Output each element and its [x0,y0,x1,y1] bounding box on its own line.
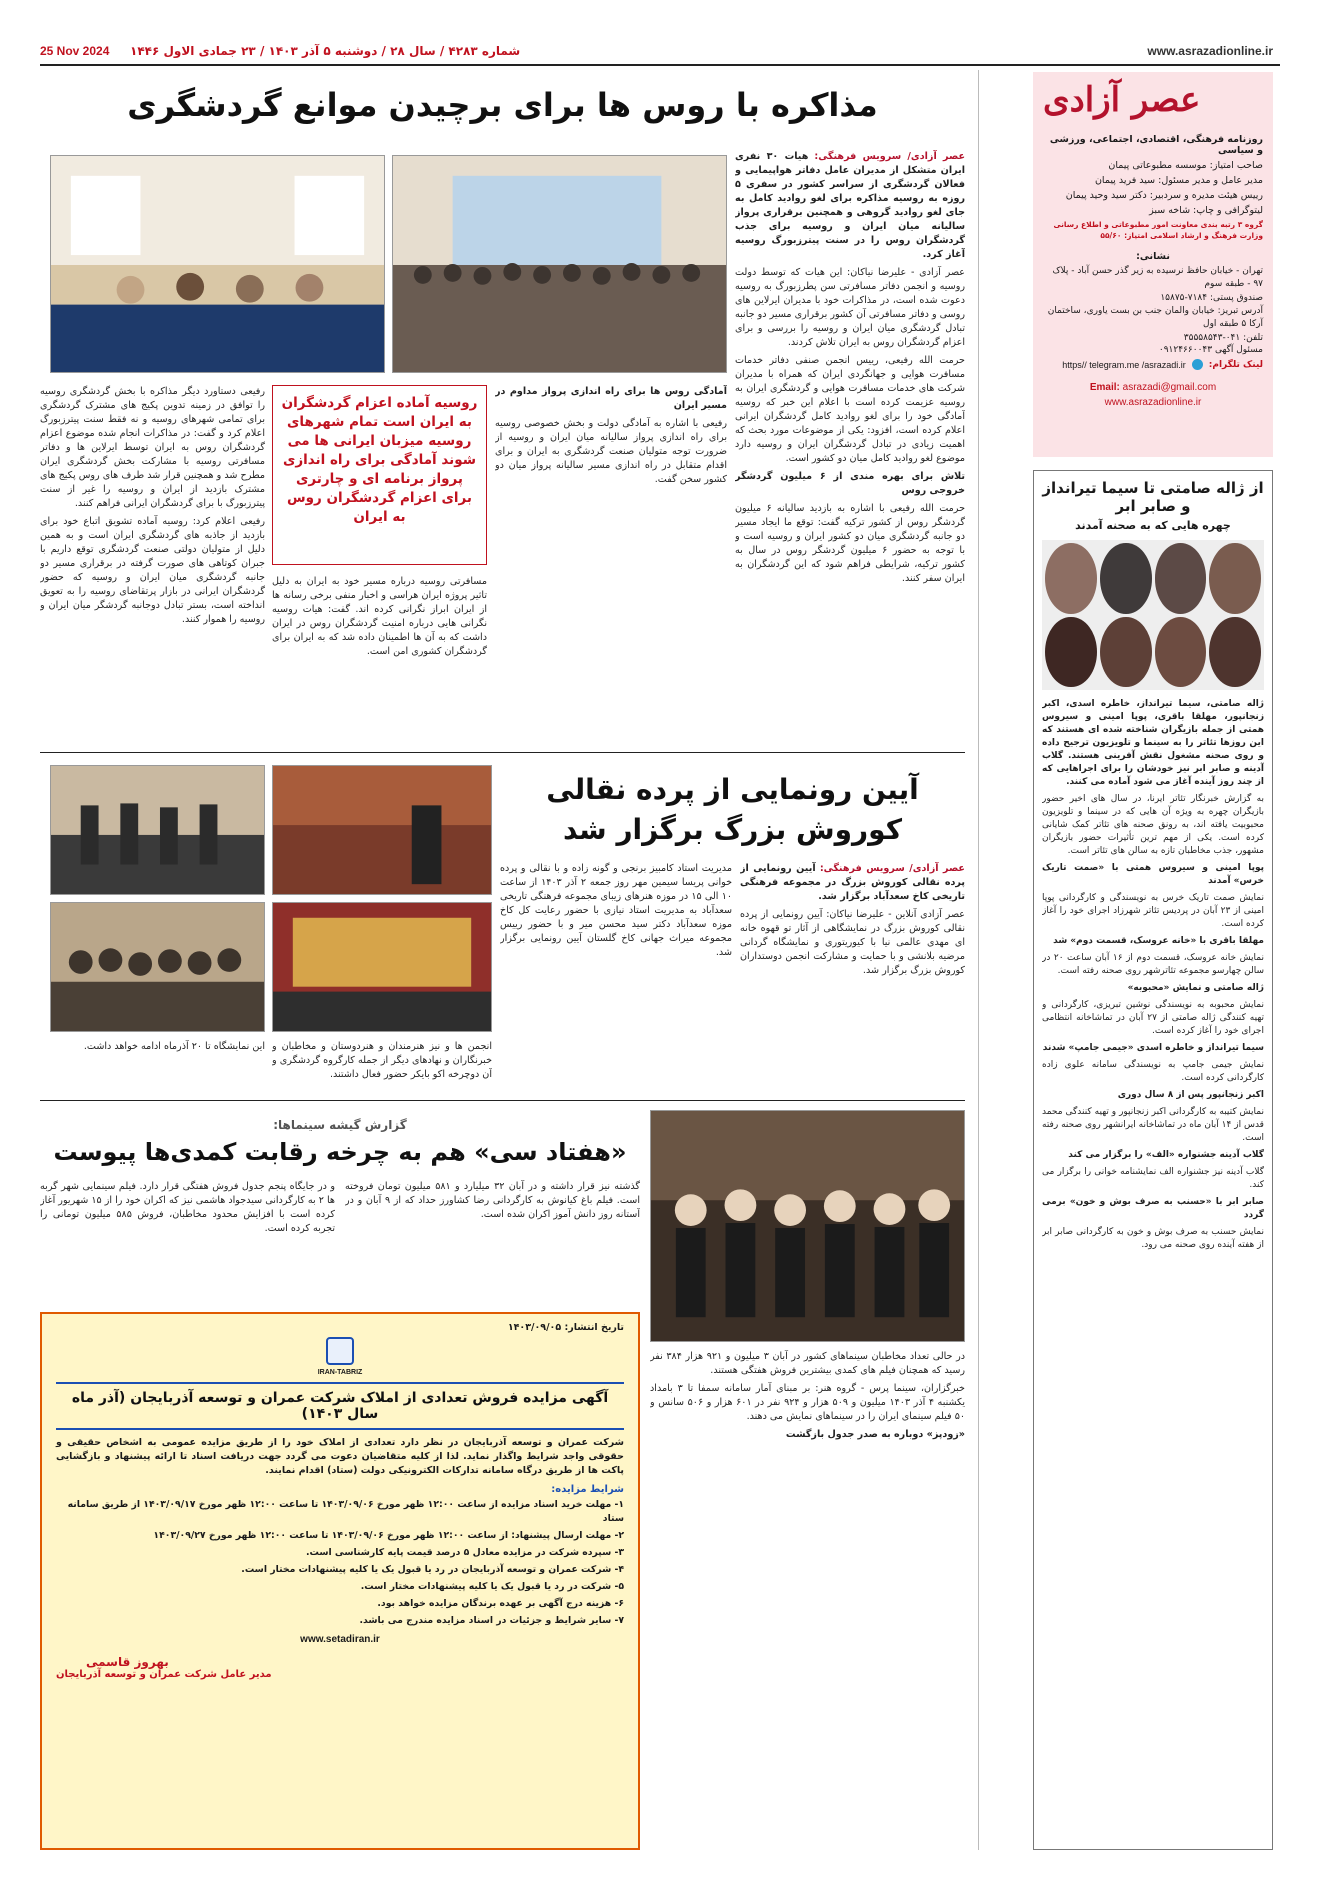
celebs-item-title: سیما تیرانداز و خاطره اسدی «جیمی جامپ» شدند [1042,1043,1264,1053]
celebs-item-text: نمایش جیمی جامپ به نویسندگی سامانه علوی زاده کارگردانی کرده است. [1042,1060,1264,1083]
celeb-photo [1100,543,1152,614]
celebs-item-title: مهلقا باقری با «خانه عروسک، قسمت دوم» شد [1053,936,1264,946]
masthead-logo: عصر آزادی [1043,80,1201,120]
main-photo-right [392,155,727,373]
main-column-2 [495,385,727,745]
masthead-address-tehran: تهران - خیابان حافظ نرسیده به زیر گذر حسن آباد - پلاک ۹۷ - طبقه سوم [1052,266,1263,289]
masthead-telegram-row [1043,359,1263,370]
header-rule [40,64,1280,66]
masthead-rank-note: گروه ۳ رتبه بندی معاونت امور مطبوعاتی و اطلاع رسانی وزارت فرهنگ و ارشاد اسلامی امتیاز: ۵۵/۶۰ [1053,220,1263,240]
celebs-subhead: چهره هایی که به صحنه آمدند [1075,519,1231,532]
naqqali-column-2 [500,862,732,1062]
column-divider [978,70,979,1850]
cinema-body-4: و در جایگاه پنجم جدول فروش هفتگی قرار دارد. فیلم سینمایی شهر گربه ها ۲ به کارگردانی سیدجواد هاشمی نیز که اکران خود را از ۱۵ شهریور آغاز کرده است با افزایش محدود مخاطبان، فروش ۵۸۵ میلیون تومانی را تجربه کرده است. [40,1181,335,1234]
naqqali-photo-2 [272,765,492,895]
celebs-item-title: ژاله صامتی و نمایش «محبوبه» [1127,983,1264,993]
ad-condition-item: ۴- شرکت عمران و توسعه آذربایجان در رد یا قبول یک یا کلیه پیشنهادات مختار است. [241,1564,624,1575]
ad-setad-site[interactable]: www.setadiran.ir [300,1634,380,1645]
masthead-license: صاحب امتیاز: موسسه مطبوعاتی پیمان [1108,160,1263,171]
celebs-item-text: نمایش خانه عروسک، قسمت دوم از ۱۶ آبان ساعت ۲۰ در سالن چهارسو مجموعه تئاترشهر روی صحنه رفته است. [1042,953,1264,976]
email-link[interactable]: asrazadi@gmail.com [1122,382,1217,393]
masthead-box [1033,72,1273,457]
ad-company-logo-text: IRAN-TABRIZ [317,1369,363,1376]
celebs-photo-grid [1042,540,1264,690]
masthead-site[interactable]: www.asrazadionline.ir [1104,397,1202,408]
telegram-label: لینک تلگرام: [1208,359,1263,370]
celebs-item-text: نمایش حسنب به صرف بوش و خون به کارگردانی صابر ابر از هفته آینده روی صحنه می رود. [1042,1227,1264,1250]
masthead-manager: مدیر عامل و مدیر مسئول: سید فرید پیمان [1094,175,1263,186]
celebs-item-title: گلاب آدینه جشنواره «الف» را برگزار می کند [1068,1150,1264,1160]
ad-condition-item: ۷- سایر شرایط و جزئیات در اسناد مزایده مندرج می باشد. [359,1615,624,1626]
main-body-3: حرمت الله رفیعی با اشاره به بازدید سالیانه ۶ میلیون گردشگر روس از کشور ترکیه گفت: توقع ما ایجاد مسیر دو جانبه گردشگری میان دو کشور ایران و روسیه است و با توجه به حضور ۶ میلیون گردشگر روس در سال به کشور ترکیه، شرایطی فراهم شود که این گردشگران به ایران سفر کنند. [735,503,965,584]
masthead-ads-manager: مسئول آگهی ۰۹۱۲۴۶۶۰۰۴۳ [1158,345,1263,355]
main-column-3 [272,575,487,745]
main-pullquote-box [272,385,487,565]
naqqali-lead: آیین رونمایی از پرده نقالی کوروش بزرگ در مجموعه فرهنگی تاریخی کاخ سعدآباد برگزار شد. [740,863,965,902]
cinema-kicker: گزارش گیشه سینماها: [273,1118,407,1132]
celebs-item-text: نمایش کتیبه به کارگردانی اکبر زنجانپور و تهیه کنندگی محمد قدس از ۱۴ آبان ماه در تماشاخانه ایرانشهر روی صحنه رفته است. [1042,1107,1264,1143]
ad-condition-item: ۱- مهلت خرید اسناد مزایده از ساعت ۱۲:۰۰ ظهر مورخ ۱۴۰۳/۰۹/۰۶ تا ساعت ۱۲:۰۰ ظهر مورخ ۱۴۰۳/۰۹/۱۷ از طریق سامانه ستاد [67,1499,624,1524]
main-lead-column [735,150,965,745]
ad-signer: بهروز قاسمی [86,1655,169,1669]
main-body-4: رفیعی با اشاره به آمادگی دولت و بخش خصوصی روسیه برای راه اندازی پرواز سالیانه میان ایران و روسیه از ضرورت توجه متولیان صنعت گردشگری به ایران و برای اقدام متقابل در راه اندازی مسیر سالیانه پرواز میان دو کشور سخن گفت. [495,418,727,485]
celebs-body [1042,698,1264,1868]
celebs-headline: از ژاله صامتی تا سیما تیرانداز و صابر ابر [1042,479,1264,515]
celebs-item-title: اکبر زنجانپور پس از ۸ سال دوری [1117,1090,1264,1100]
celeb-photo [1045,617,1097,688]
celeb-photo [1155,617,1207,688]
celebs-body-1: ژاله صامتی، سیما تیرانداز، خاطره اسدی، اکبر زنجانپور، مهلقا باقری، پوپا امینی و سیروس همتی از جمله بازیگران شناخته شده ای هستند که این روزها تئاتر را به سینما و تلویزیون ترجیح داده و روی صحنه مشغول نقش آفرینی هستند. گلاب آدینه و صابر ابر نیز خودشان را برای اجراهایی که از چند روز آینده آغاز می شود آماده می کنند. [1042,699,1264,787]
celebs-item-text: نمایش صمت تاریک خرس به نویسندگی و کارگردانی پوپا امینی از ۲۳ آبان در پردیس تئاتر شهرزاد اجرای خود را آغاز کرده است. [1042,893,1264,929]
celeb-photo [1155,543,1207,614]
celebs-item [1042,935,1264,978]
cinema-body-3: گذشته نیز قرار داشته و در آبان ۳۲ میلیارد و ۵۸۱ میلیون تومان فروخته است. فیلم باغ کیانوش به کارگردانی رضا کشاورز حداد که از ۹ آبان و در آستانه روز دانش آموز اکران شده است. [345,1181,640,1220]
masthead-address-label: نشانی: [1136,251,1170,262]
masthead-print: لیتوگرافی و چاپ: شاخه سبز [1149,205,1263,216]
naqqali-bottom-rule [40,1100,965,1101]
cinema-column-1 [650,1350,965,1850]
main-kicker: عصر آزادی/ سرویس فرهنگی: [814,151,965,162]
masthead-editor: رییس هیئت مدیره و سردبیر: دکتر سید وحید پیمان [1065,190,1263,201]
ad-title: آگهی مزایده فروش تعدادی از املاک شرکت عمران و توسعه آذربایجان (آذر ماه سال ۱۴۰۳) [56,1382,624,1430]
celeb-photo [1209,543,1261,614]
main-headline: مذاکره با روس ها برای برچیدن موانع گردشگری [127,86,878,124]
celebs-body-2: به گزارش خبرنگار تئاتر ایرنا، در سال های اخیر حضور بازیگران چهره به ویژه آن هایی که در سینما و تلویزیون محبوبیت یافته اند، به رونق صحنه های تئاتر کمک شایانی کرده است. یکی از مهم ترین تأثیرات حضور بازیگران مشهور، جذب مخاطبان تازه به سالن های تئاتر است. [1042,794,1264,856]
main-subhead-1: تلاش برای بهره مندی از ۶ میلیون گردشگر خروجی روس [735,471,965,496]
cinema-headline: «هفتاد سی» هم به چرخه رقابت کمدی‌ها پیوست [53,1138,627,1166]
telegram-icon [1192,359,1203,370]
ad-intro: شرکت عمران و توسعه آذربایجان در نظر دارد تعدادی از املاک خود را از طریق مزایده عمومی به اشخاص حقیقی و حقوقی واجد شرایط واگذار نماید. لذا از کلیه متقاضیان دعوت می گردد جهت دریافت اسناد تا ارائه پیشنهاد و بازگشایی پاکت ها از طریق درگاه سامانه تدارکات الکترونیکی دولت (ستاد) اقدام نمایند. [56,1437,624,1476]
naqqali-headline: آیین رونمایی از پرده نقالی کوروش بزرگ برگزار شد [546,773,919,846]
telegram-link[interactable]: https// telegram.me /asrazadi.ir [1062,359,1186,370]
main-body-5: مسافرتی روسیه درباره مسیر خود به ایران به دلیل تاثیر پروژه ایران هراسی و اخبار منفی برخی رسانه ها از ایران ابراز نگرانی کرده اند. گفت: هیات روسیه نگرانی هایی درباره امنیت گردشگران روس در ایران داشت که به آن ها اطمینان داده شد که به ایران برای گردشگران کشوری امن است. [272,576,487,657]
celebs-item-text: نمایش محبوبه به نویسندگی نوشین تبریزی، کارگردانی و تهیه کنندگی ژاله صامتی از ۲۷ آبان در تماشاخانه انتظامی اجرای خود را آغاز کرده است. [1042,1000,1264,1036]
cinema-body-2: خبرگزاران، سینما پرس - گروه هنر: بر مبنای آمار سامانه سمفا تا ۳ بامداد یکشنبه ۴ آذر ۱۴۰۳ میلیون و ۵۰۹ هزار و ۹۲۴ نفر در ۶۰۱ هزار و ۵۰۶ سانس و ۵۰ فیلم سینمای ایران را در سینماهای نمایش می دهند. [650,1383,965,1422]
main-pullquote: روسیه آماده اعزام گردشگران به ایران است تمام شهرهای روسیه میزبان ایرانی ها می شوند آمادگی برای راه اندازی پرواز برنامه ای و چارتری برای اعزام گردشگران روس به ایران [281,395,478,525]
ad-conditions-list [56,1498,624,1628]
celebs-item-title: صابر ابر با «حسنب به صرف بوش و خون» برمی گردد [1042,1197,1264,1220]
naqqali-photo-1 [50,765,265,895]
ad-date: تاریخ انتشار: ۱۴۰۳/۰۹/۰۵ [507,1322,624,1333]
celebs-item-text: گلاب آدینه نیز جشنواره الف نمایشنامه خوانی را برگزار می کند. [1042,1167,1264,1190]
naqqali-photo-3 [50,902,265,1032]
masthead-phone: تلفن: ۰۴۱-۳۵۵۵۸۵۴۳ [1183,333,1263,343]
ad-conditions-label: شرایط مزایده: [551,1484,624,1495]
naqqali-photo-4 [272,902,492,1032]
cinema-poster [650,1110,965,1342]
main-body-1: عصر آزادی - علیرضا نیاکان: این هیات که توسط دولت روسیه و انجمن دفاتر مسافرتی سن پطرزبورگ به روسیه دعوت شده است، در مذاکرات خود با مدیران ایرلاین های روسی و دفاتر مسافرتی آن کشور برقراری مسیر دو جانبه تبادل گردشگری میان ایران و روسیه را بررسی و برای اعزام گردشگران روس به ایران تلاش کردند. [735,267,965,348]
main-subhead-2: آمادگی روس ها برای راه اندازی پرواز مداوم در مسیر ایران [495,386,727,411]
header-website[interactable]: www.asrazadionline.ir [1147,44,1273,58]
header-strip [0,0,1323,60]
naqqali-column-1 [740,862,965,1062]
ad-condition-item: ۲- مهلت ارسال پیشنهاد: از ساعت ۱۲:۰۰ ظهر مورخ ۱۴۰۳/۰۹/۰۶ تا ساعت ۱۲:۰۰ ظهر مورخ ۱۴۰۳/۰۹/۲۷ [153,1530,624,1541]
celebs-item [1042,1042,1264,1085]
naqqali-column-3 [272,1040,492,1095]
naqqali-kicker: عصر آزادی/ سرویس فرهنگی: [819,863,965,874]
ad-condition-item: ۳- سپرده شرکت در مزایده معادل ۵ درصد قیمت پایه کارشناسی است. [305,1547,624,1558]
cinema-column-2 [345,1180,640,1305]
header-issue-line: شماره ۴۲۸۳ / سال ۲۸ / دوشنبه ۵ آذر ۱۴۰۳ / ۲۳ جمادی الاول ۱۴۴۶ [130,44,521,58]
main-photo-left [50,155,385,373]
ad-header-row [56,1322,624,1333]
celebs-item [1042,1089,1264,1145]
celebs-item [1042,862,1264,931]
cinema-subhead: «زودپز» دوباره به صدر جدول بازگشت [785,1429,965,1440]
celebs-item [1042,982,1264,1038]
celebs-item [1042,1149,1264,1192]
company-logo-icon [326,1337,354,1365]
cinema-column-3 [40,1180,335,1305]
ad-condition-item: ۶- هزینه درج آگهی بر عهده برندگان مزایده خواهد بود. [377,1598,624,1609]
ad-condition-item: ۵- شرکت در رد یا قبول یک یا کلیه پیشنهادات مختار است. [360,1581,624,1592]
celeb-photo [1045,543,1097,614]
ad-notice-box [40,1312,640,1850]
celebs-item [1042,1196,1264,1252]
masthead-address-tabriz: آدرس تبریز: خیابان والمان جنب بن بست یاوری، ساختمان آرکا ۵ طبقه اول [1047,306,1263,329]
celeb-photo [1209,617,1261,688]
masthead-tagline: روزنامه فرهنگی، اقتصادی، اجتماعی، ورزشی و سیاسی [1049,134,1263,156]
celebs-item-title: پوپا امینی و سیروس همتی با «صمت تاریک خرس» آمدند [1042,863,1264,886]
main-lead: هیات ۳۰ نفری ایران متشکل از مدیران عامل دفاتر هواپیمایی و فعالان گردشگری از سراسر کشور در سفری ۵ روزه به روسیه مذاکره برای لغو روادید کامل به جای لغو روادید گروهی و همچنین برقراری پرواز سالیانه میان ایران و روسیه برای جذب گردشگران روس را در سنت پیترزبورگ روسیه آغاز کرد. [735,151,965,260]
naqqali-caption-box [50,1040,265,1095]
naqqali-body-2: مدیریت استاد کامبیز برنجی و گونه زاده و با نقالی و پرده خوانی پریسا سیمین مهر روز جمعه ۲ آذر ۱۴۰۳ از ساعت ۱۰ الی ۱۵ در موزه هنرهای زیبای مجموعه فرهنگی تاریخی سعدآباد به مدیریت استاد نیازی با حضور رعایت کل کاخ موزه سعدآباد دکتر سید محسن میر و با حضور رییس مجموعه میراث جهانی کاخ گلستان آیین رونمایی برگزار شد. [500,863,732,958]
main-bottom-rule [40,752,965,753]
main-column-4 [40,385,265,745]
main-body-6: رفیعی دستاورد دیگر مذاکره با بخش گردشگری روسیه را توافق در زمینه تدوین پکیج های مشترک گردشگری برای تمامی شهرهای روسیه و نه فقط سنت پیترزبورگ اعلام کرد و گفت: در مذاکرات انجام شده موضوع اعزام گردشگران روس به ایران توسط ایرلاین ها و دفاتر مسافرتی روسیه با مشارکت بخش گردشگری ایران مطرح شد و همچنین قرار شد طرف های روس پکیج های مشترک بازدید از ایران و روسیه را غیر از سنت پیترزبورگ با برای گردشگران ایرانی فراهم کنند. [40,386,265,509]
cinema-body-1: در حالی تعداد مخاطبان سینماهای کشور در آبان ۳ میلیون و ۹۲۱ هزار ۳۸۴ نفر رسید که همچنان فیلم های کمدی بیشترین فروش هفتگی هستند. [650,1351,965,1376]
email-label: Email: [1089,382,1120,393]
masthead-po-box: صندوق پستی: ۷۱۸۴-۱۵۸۷۵ [1160,293,1263,303]
celebs-sidebar [1033,470,1273,1850]
masthead-email-row [1043,382,1263,393]
naqqali-caption: این نمایشگاه تا ۲۰ آذرماه ادامه خواهد داشت. [83,1041,265,1052]
naqqali-body-1: عصر آزادی آنلاین - علیرضا نیاکان: آیین رونمایی از پرده نقالی کوروش بزرگ در نمایشگاهی از آثار تو قهوه خانه ای مهدی عالمی نیا با کیوریتوری و نمایشگاه گردانی مرضیه بلانشی و با حمایت و مشارکت انجمن دوستداران کوروش بزرگ برگزار شد. [740,909,965,976]
main-body-7: رفیعی اعلام کرد: روسیه آماده تشویق اتباع خود برای بازدید از جاذبه های گردشگری ایران است و به همین دلیل از متولیان دولتی صنعت گردشگری توقع داریم با جبران کوتاهی های صورت گرفته در برقراری مسیر دو جانبه گردشگری میان ایران و روسیه که حضور گردشگران ایرانی در بازار پرتقاضای روسیه را به تعویق انداخته است، بستر تبادل دوجانبه گردشگر میان ایران و روسیه را هموار کنند. [40,516,265,625]
header-date-latin: 25 Nov 2024 [40,44,110,58]
celeb-photo [1100,617,1152,688]
naqqali-body-3: انجمن ها و نیز هنرمندان و هنردوستان و مخاطبان و خبرنگاران و نهادهای دیگر از جمله کارگروه گردشگری و آن دوچرخه اکو بایکر حضور فعال داشتند. [272,1041,492,1080]
ad-signer-title: مدیر عامل شرکت عمران و توسعه آذربایجان [56,1669,272,1680]
main-body-2: حرمت الله رفیعی، رییس انجمن صنفی دفاتر خدمات مسافرت هوایی و جهانگردی ایران که همراه با مدیران شرکت های خدمات مسافرت هوایی و گردشگری ایران به روسیه عزیمت کرده است با اعلام این خبر که روسیه آمادگی خود را برای لغو روادید کامل گردشگران ایرانی اعلام کرده است، افزود: یکی از موضوعات مورد بحث که اهمیت زیادی در تبادل گردشگران ایران و روسیه دارد موضوع لغو روادید کامل میان دو کشور است. [735,355,965,464]
ad-logo-block [56,1337,624,1376]
